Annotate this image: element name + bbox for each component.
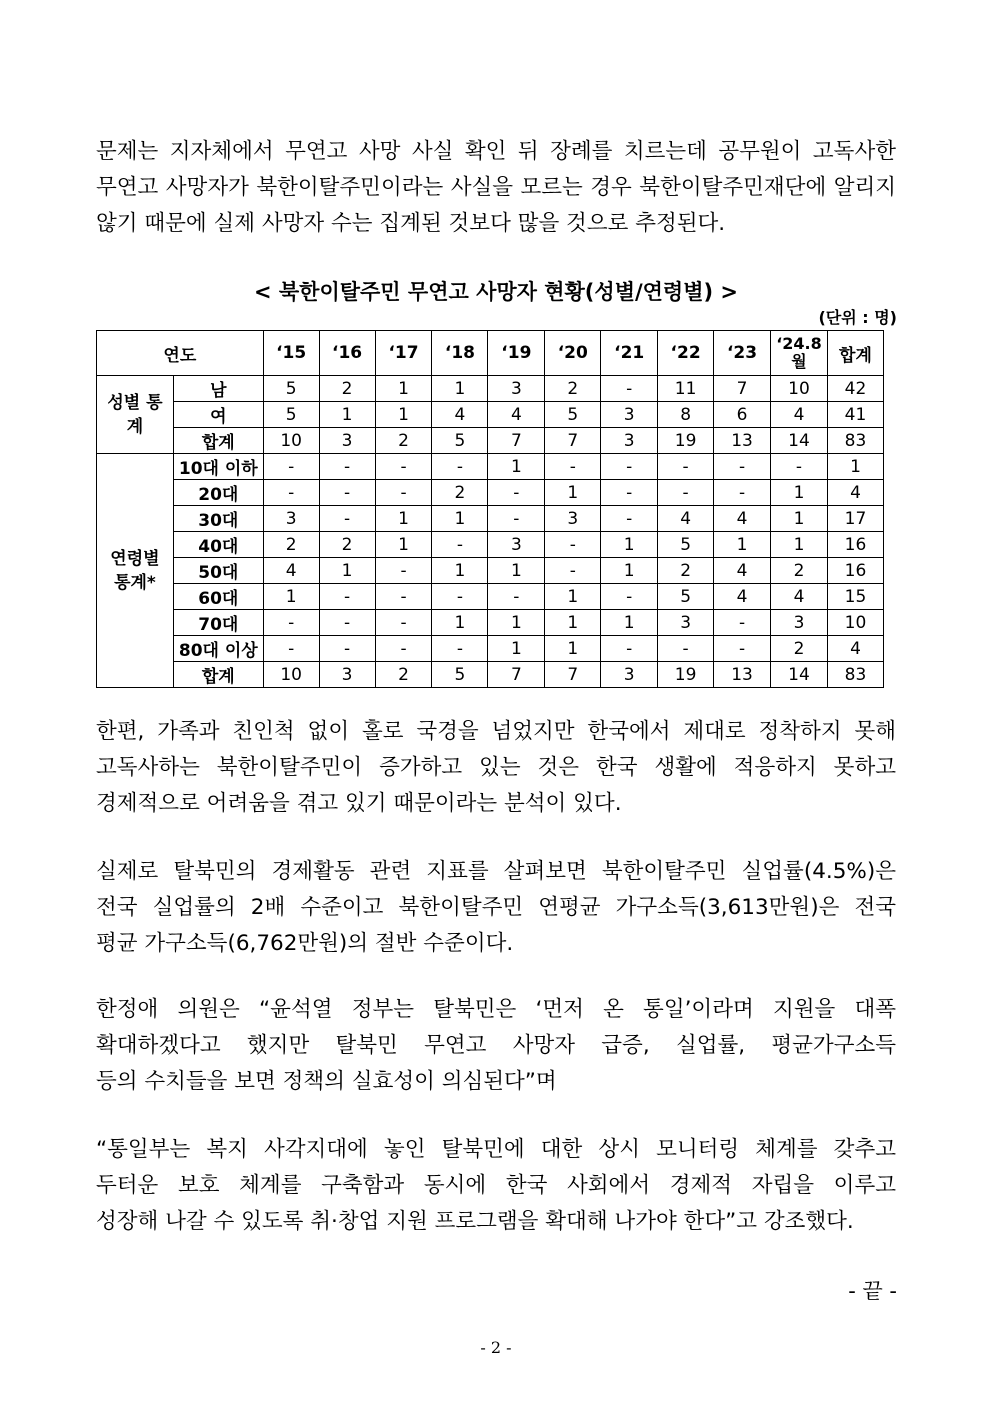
paragraph-line: 실제로 탈북민의 경제활동 관련 지표를 살펴보면 북한이탈주민 실업률(4.5%)은 <box>96 859 896 884</box>
table-cell: - <box>319 584 375 610</box>
table-cell: 2 <box>375 662 432 688</box>
table-cell: 7 <box>545 428 601 454</box>
paragraph-line: 성장해 나갈 수 있도록 취·창업 지원 프로그램을 확대해 나가야 한다”고 강조했다. <box>96 1209 854 1234</box>
table-cell: 1 <box>488 558 545 584</box>
table-cell: - <box>263 610 319 636</box>
table-cell: 3 <box>319 428 375 454</box>
row-label: 70대 <box>173 610 263 636</box>
table-cell: - <box>658 480 714 506</box>
table-cell: 13 <box>714 428 771 454</box>
table-cell: - <box>319 506 375 532</box>
table-cell: 5 <box>545 402 601 428</box>
table-cell: 2 <box>319 532 375 558</box>
table-cell: 1 <box>375 402 432 428</box>
year-col: ‘18 <box>432 331 488 376</box>
paragraph-3 <box>96 854 896 962</box>
table-cell: 1 <box>488 636 545 662</box>
table-cell: 2 <box>432 480 488 506</box>
table-cell: 3 <box>601 402 658 428</box>
table-cell: 3 <box>601 662 658 688</box>
row-group-label: 연령별 통계* <box>97 454 174 688</box>
table-cell: 3 <box>545 506 601 532</box>
table-cell: 1 <box>601 532 658 558</box>
table-cell: 1 <box>545 636 601 662</box>
table-cell: 3 <box>601 428 658 454</box>
table-cell: - <box>432 584 488 610</box>
row-group-label: 성별 통계 <box>97 376 174 454</box>
page-number: - 2 - <box>480 1338 512 1357</box>
table-cell: 1 <box>432 558 488 584</box>
year-header: 연도 <box>97 331 264 376</box>
row-total-cell: 41 <box>827 402 883 428</box>
paragraph-line: 한정애 의원은 “윤석열 정부는 탈북민은 ‘먼저 온 통일’이라며 지원을 대폭 <box>96 997 896 1022</box>
table-cell: - <box>263 454 319 480</box>
table-row <box>97 558 884 584</box>
table-cell: - <box>375 636 432 662</box>
table-cell: 4 <box>771 584 828 610</box>
year-col: ‘15 <box>263 331 319 376</box>
table-cell: - <box>263 636 319 662</box>
table-row <box>97 584 884 610</box>
table-cell: - <box>545 532 601 558</box>
paragraph-line: 경제적으로 어려움을 겪고 있기 때문이라는 분석이 있다. <box>96 791 622 816</box>
table-cell: 3 <box>263 506 319 532</box>
row-label: 20대 <box>173 480 263 506</box>
table-cell: - <box>601 506 658 532</box>
table-cell: 13 <box>714 662 771 688</box>
table-cell: - <box>601 454 658 480</box>
table-cell: 1 <box>319 402 375 428</box>
table-cell: - <box>488 480 545 506</box>
table-cell: - <box>263 480 319 506</box>
table-cell: - <box>432 454 488 480</box>
table-cell: - <box>658 636 714 662</box>
table-cell: 2 <box>771 636 828 662</box>
table-cell: 4 <box>714 584 771 610</box>
table-cell: - <box>601 480 658 506</box>
paragraph-line: “통일부는 복지 사각지대에 놓인 탈북민에 대한 상시 모니터링 체계를 갖추고 <box>96 1137 896 1162</box>
table-row <box>97 532 884 558</box>
table-cell: 14 <box>771 662 828 688</box>
table-cell: 1 <box>771 480 828 506</box>
table-cell: 5 <box>263 376 319 402</box>
table-cell: - <box>714 454 771 480</box>
paragraph-line: 문제는 지자체에서 무연고 사망 사실 확인 뒤 장례를 치르는데 공무원이 고독사한 <box>96 139 896 164</box>
table-cell: 2 <box>263 532 319 558</box>
table-row <box>97 454 884 480</box>
table-cell: 3 <box>319 662 375 688</box>
table-cell: 19 <box>658 428 714 454</box>
table-cell: 2 <box>375 428 432 454</box>
table-row <box>97 662 884 688</box>
paragraph-line: 등의 수치들을 보면 정책의 실효성이 의심된다”며 <box>96 1069 557 1094</box>
table-cell: - <box>714 636 771 662</box>
row-total-cell: 83 <box>827 428 883 454</box>
table-cell: - <box>432 636 488 662</box>
paragraph-1 <box>96 134 896 242</box>
row-label: 50대 <box>173 558 263 584</box>
row-total-cell: 10 <box>827 610 883 636</box>
table-title: < 북한이탈주민 무연고 사망자 현황(성별/연령별) > <box>253 280 739 304</box>
table-cell: 6 <box>714 402 771 428</box>
year-col: ‘17 <box>375 331 432 376</box>
total-col: 합계 <box>827 331 883 376</box>
table-cell: 10 <box>263 428 319 454</box>
table-cell: 1 <box>545 584 601 610</box>
year-col: ‘16 <box>319 331 375 376</box>
table-cell: 4 <box>714 558 771 584</box>
table-cell: 1 <box>375 506 432 532</box>
row-total-cell: 15 <box>827 584 883 610</box>
table-cell: 3 <box>658 610 714 636</box>
table-cell: 7 <box>488 662 545 688</box>
row-total-cell: 16 <box>827 558 883 584</box>
table-cell: 1 <box>771 532 828 558</box>
table-cell: 10 <box>771 376 828 402</box>
table-cell: - <box>319 636 375 662</box>
paragraph-line: 평균 가구소득(6,762만원)의 절반 수준이다. <box>96 931 514 956</box>
row-label: 10대 이하 <box>173 454 263 480</box>
table-cell: 8 <box>658 402 714 428</box>
table-cell: - <box>658 454 714 480</box>
year-col: ‘23 <box>714 331 771 376</box>
table-cell: 5 <box>432 662 488 688</box>
paragraph-line: 두터운 보호 체계를 구축함과 동시에 한국 사회에서 경제적 자립을 이루고 <box>96 1173 896 1198</box>
table-cell: - <box>771 454 828 480</box>
row-label: 80대 이상 <box>173 636 263 662</box>
row-total-cell: 16 <box>827 532 883 558</box>
table-cell: 2 <box>658 558 714 584</box>
table-row <box>97 610 884 636</box>
table-cell: 4 <box>771 402 828 428</box>
table-cell: 1 <box>601 558 658 584</box>
table-cell: - <box>601 636 658 662</box>
row-total-cell: 1 <box>827 454 883 480</box>
paragraph-line: 않기 때문에 실제 사망자 수는 집계된 것보다 많을 것으로 추정된다. <box>96 211 726 236</box>
table-cell: - <box>375 558 432 584</box>
paragraph-line: 무연고 사망자가 북한이탈주민이라는 사실을 모르는 경우 북한이탈주민재단에 알리지 <box>96 175 896 200</box>
end-mark: - 끝 - <box>848 1279 897 1303</box>
table-row <box>97 636 884 662</box>
table-cell: 1 <box>319 558 375 584</box>
table-cell: 1 <box>375 376 432 402</box>
table-cell: 1 <box>545 480 601 506</box>
year-col: ‘22 <box>658 331 714 376</box>
table-cell: 1 <box>488 610 545 636</box>
row-label: 40대 <box>173 532 263 558</box>
year-col: ‘20 <box>545 331 601 376</box>
table-cell: 7 <box>488 428 545 454</box>
table-cell: 2 <box>319 376 375 402</box>
table-cell: 3 <box>771 610 828 636</box>
row-total-cell: 83 <box>827 662 883 688</box>
table-cell: - <box>375 454 432 480</box>
table-cell: 1 <box>432 376 488 402</box>
row-label: 합계 <box>173 662 263 688</box>
table-cell: 1 <box>601 610 658 636</box>
table-cell: 1 <box>545 610 601 636</box>
table-cell: - <box>714 480 771 506</box>
table-cell: - <box>601 376 658 402</box>
table-row <box>97 480 884 506</box>
table-cell: 3 <box>488 532 545 558</box>
stats-table <box>96 330 884 688</box>
table-cell: 1 <box>432 610 488 636</box>
table-cell: 3 <box>488 376 545 402</box>
table-cell: - <box>319 480 375 506</box>
table-row <box>97 402 884 428</box>
table-cell: - <box>375 480 432 506</box>
row-label: 60대 <box>173 584 263 610</box>
table-row <box>97 428 884 454</box>
row-total-cell: 42 <box>827 376 883 402</box>
table-cell: 7 <box>714 376 771 402</box>
row-total-cell: 17 <box>827 506 883 532</box>
row-label: 여 <box>173 402 263 428</box>
year-col: ‘24.8월 <box>771 331 828 376</box>
table-cell: 7 <box>545 662 601 688</box>
table-cell: 4 <box>263 558 319 584</box>
table-cell: - <box>488 584 545 610</box>
table-cell: 1 <box>375 532 432 558</box>
table-cell: 14 <box>771 428 828 454</box>
table-cell: 2 <box>545 376 601 402</box>
table-cell: - <box>488 506 545 532</box>
row-label: 남 <box>173 376 263 402</box>
table-cell: 4 <box>488 402 545 428</box>
paragraph-2 <box>96 714 896 822</box>
table-cell: 4 <box>658 506 714 532</box>
table-header-row <box>97 331 884 376</box>
table-cell: 10 <box>263 662 319 688</box>
table-cell: 5 <box>263 402 319 428</box>
row-total-cell: 4 <box>827 636 883 662</box>
table-cell: - <box>375 584 432 610</box>
table-cell: - <box>375 610 432 636</box>
paragraph-5 <box>96 1132 896 1240</box>
table-cell: - <box>601 584 658 610</box>
table-cell: 1 <box>488 454 545 480</box>
table-cell: - <box>714 610 771 636</box>
table-cell: 1 <box>714 532 771 558</box>
table-cell: 19 <box>658 662 714 688</box>
table-cell: 4 <box>714 506 771 532</box>
table-cell: 5 <box>658 532 714 558</box>
row-label: 30대 <box>173 506 263 532</box>
paragraph-4 <box>96 992 896 1100</box>
table-cell: - <box>432 532 488 558</box>
table-cell: - <box>545 558 601 584</box>
year-col: ‘21 <box>601 331 658 376</box>
table-row <box>97 376 884 402</box>
table-cell: 5 <box>432 428 488 454</box>
table-cell: 1 <box>771 506 828 532</box>
table-unit: (단위 : 명) <box>818 308 897 327</box>
table-cell: 5 <box>658 584 714 610</box>
table-cell: 11 <box>658 376 714 402</box>
table-cell: - <box>319 454 375 480</box>
row-total-cell: 4 <box>827 480 883 506</box>
table-cell: 1 <box>263 584 319 610</box>
paragraph-line: 확대하겠다고 했지만 탈북민 무연고 사망자 급증, 실업률, 평균가구소득 <box>96 1033 896 1058</box>
year-col: ‘19 <box>488 331 545 376</box>
table-cell: 1 <box>432 506 488 532</box>
paragraph-line: 전국 실업률의 2배 수준이고 북한이탈주민 연평균 가구소득(3,613만원)은 전국 <box>96 895 896 920</box>
table-cell: - <box>545 454 601 480</box>
table-cell: 2 <box>771 558 828 584</box>
paragraph-line: 한편, 가족과 친인척 없이 홀로 국경을 넘었지만 한국에서 제대로 정착하지 못해 <box>96 719 896 744</box>
paragraph-line: 고독사하는 북한이탈주민이 증가하고 있는 것은 한국 생활에 적응하지 못하고 <box>96 755 896 780</box>
row-label: 합계 <box>173 428 263 454</box>
table-row <box>97 506 884 532</box>
table-cell: - <box>319 610 375 636</box>
table-cell: 4 <box>432 402 488 428</box>
